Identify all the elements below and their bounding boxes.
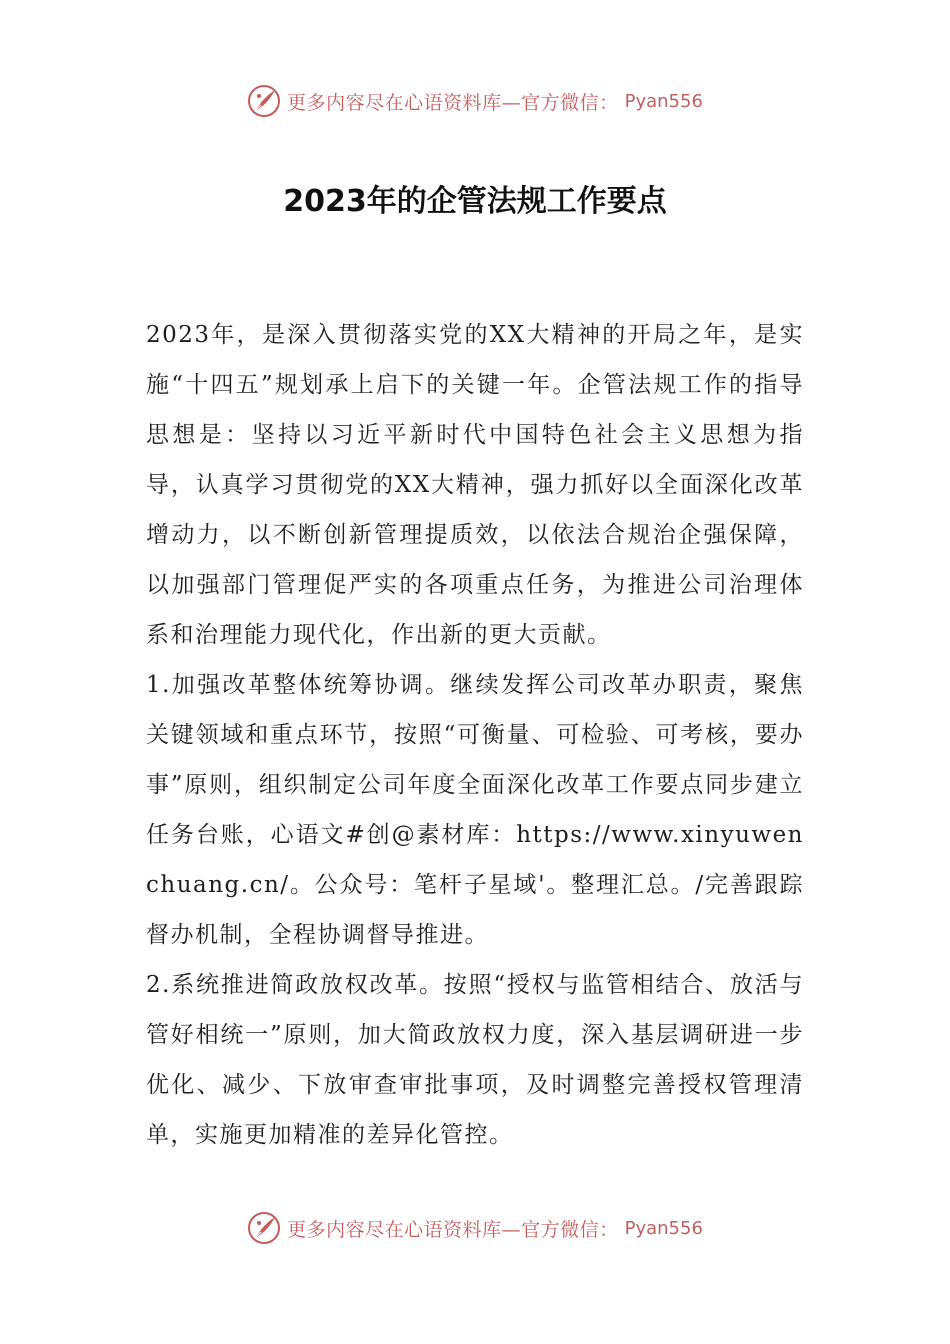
banner-brand-text: 更多内容尽在心语资料库—官方微信： — [287, 1218, 619, 1241]
paragraph-item-1: 1.加强改革整体统筹协调。继续发挥公司改革办职责，聚焦关键领域和重点环节，按照“可衡量、可检验、可考核，要办事”原则，组织制定公司年度全面深化改革工作要点同步建立任务台账，心语文#创@素材库：https://www.xinyuwenchuang.cn/。公众号：笔杆子星域'。整理汇总。/完善跟踪督办机制，全程协调督导推进。 — [146, 672, 804, 948]
document-title: 2023年的企管法规工作要点 — [283, 184, 667, 219]
footer-banner — [0, 1211, 950, 1245]
paragraph-item-2: 2.系统推进简政放权改革。按照“授权与监管相结合、放活与管好相统一”原则，加大简政放权力度，深入基层调研进一步优化、减少、下放审查审批事项，及时调整完善授权管理清单，实施更加精准的差异化管控。 — [146, 972, 804, 1148]
quill-pen-logo-icon — [247, 1211, 281, 1245]
paragraph-intro: 2023年，是深入贯彻落实党的XX大精神的开局之年，是实施“十四五”规划承上启下的关键一年。企管法规工作的指导思想是：坚持以习近平新时代中国特色社会主义思想为指导，认真学习贯彻党的XX大精神，强力抓好以全面深化改革增动力，以不断创新管理提质效，以依法合规治企强保障，以加强部门管理促严实的各项重点任务，为推进公司治理体系和治理能力现代化，作出新的更大贡献。 — [146, 322, 804, 648]
banner-contact-text: Pyan556 — [624, 90, 703, 112]
banner-contact-text: Pyan556 — [624, 1217, 703, 1239]
document-body — [146, 310, 804, 1160]
header-banner — [0, 84, 950, 118]
quill-pen-logo-icon — [247, 84, 281, 118]
banner-brand-text: 更多内容尽在心语资料库—官方微信： — [287, 91, 619, 114]
